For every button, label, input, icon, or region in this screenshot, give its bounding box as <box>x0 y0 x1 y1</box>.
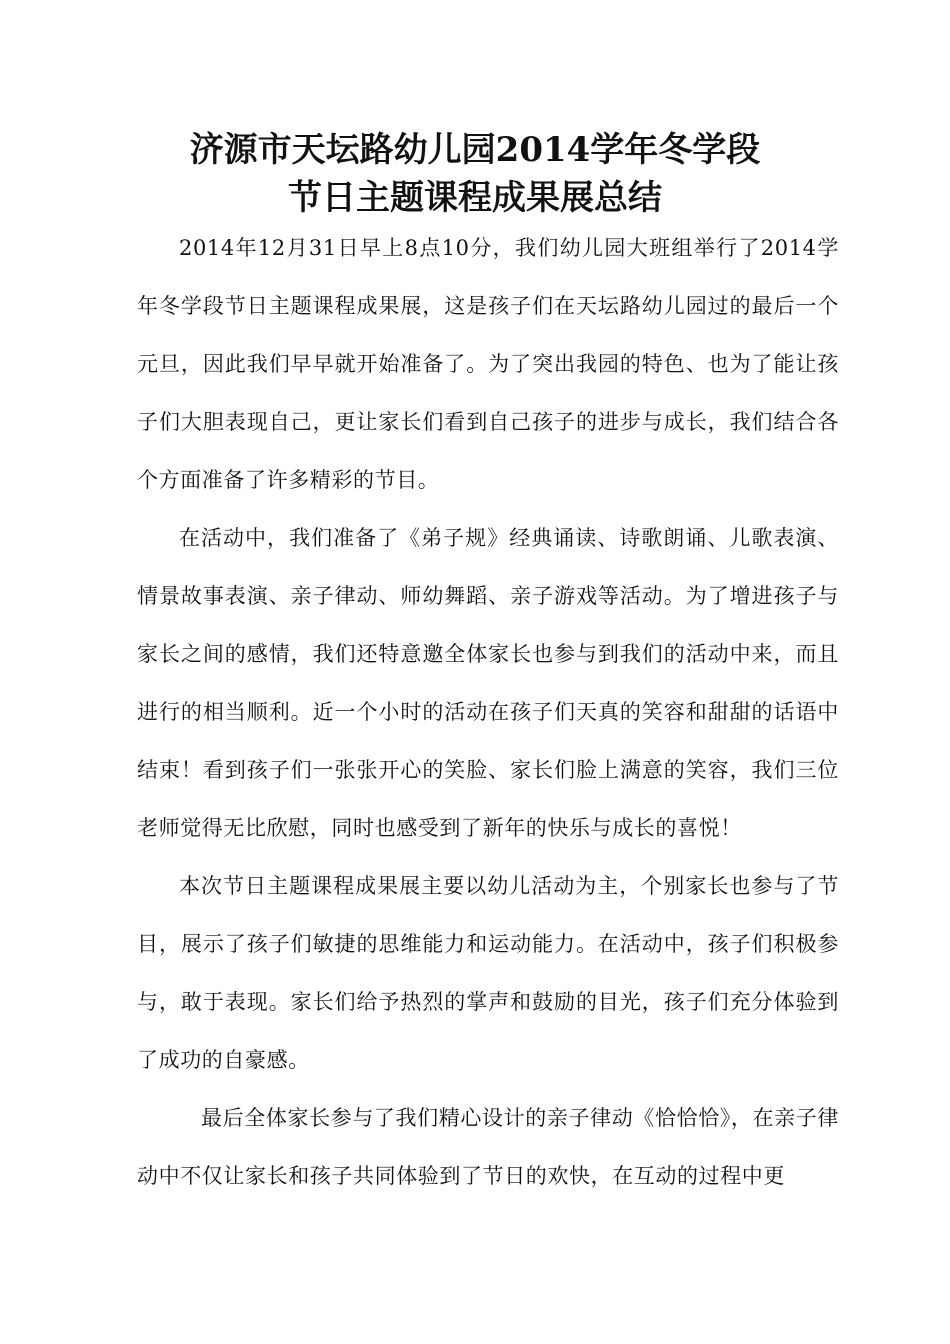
paragraph-intro: 2014年12月31日早上8点10分，我们幼儿园大班组举行了2014学年冬学段节日主题课程成果展，这是孩子们在天坛路幼儿园过的最后一个元旦，因此我们早早就开始准备了。为了突出我园的特色、也为了能让孩子们大胆表现自己，更让家长们看到自己孩子的进步与成长，我们结合各个方面准备了许多精彩的节目。 <box>137 236 839 492</box>
document-title-line-1: 济源市天坛路幼儿园2014学年冬学段 <box>189 130 761 170</box>
document-title-line-2: 节日主题课程成果展总结 <box>288 178 662 218</box>
paragraph-activities: 在活动中，我们准备了《弟子规》经典诵读、诗歌朗诵、儿歌表演、情景故事表演、亲子律动、师幼舞蹈、亲子游戏等活动。为了增进孩子与家长之间的感情，我们还特意邀全体家长也参与到我们的活动中来，而且进行的相当顺利。近一个小时的活动在孩子们天真的笑容和甜甜的话语中结束！看到孩子们一张张开心的笑脸、家长们脸上满意的笑容，我们三位老师觉得无比欣慰，同时也感受到了新年的快乐与成长的喜悦！ <box>137 526 839 840</box>
paragraph-summary: 本次节日主题课程成果展主要以幼儿活动为主，个别家长也参与了节目，展示了孩子们敏捷的思维能力和运动能力。在活动中，孩子们积极参与，敢于表现。家长们给予热烈的掌声和鼓励的目光，孩子们充分体验到了成功的自豪感。 <box>137 874 839 1072</box>
paragraph-finale: 最后全体家长参与了我们精心设计的亲子律动《恰恰恰》，在亲子律动中不仅让家长和孩子共同体验到了节日的欢快，在互动的过程中更 <box>137 1106 839 1188</box>
document-body <box>137 219 839 1205</box>
